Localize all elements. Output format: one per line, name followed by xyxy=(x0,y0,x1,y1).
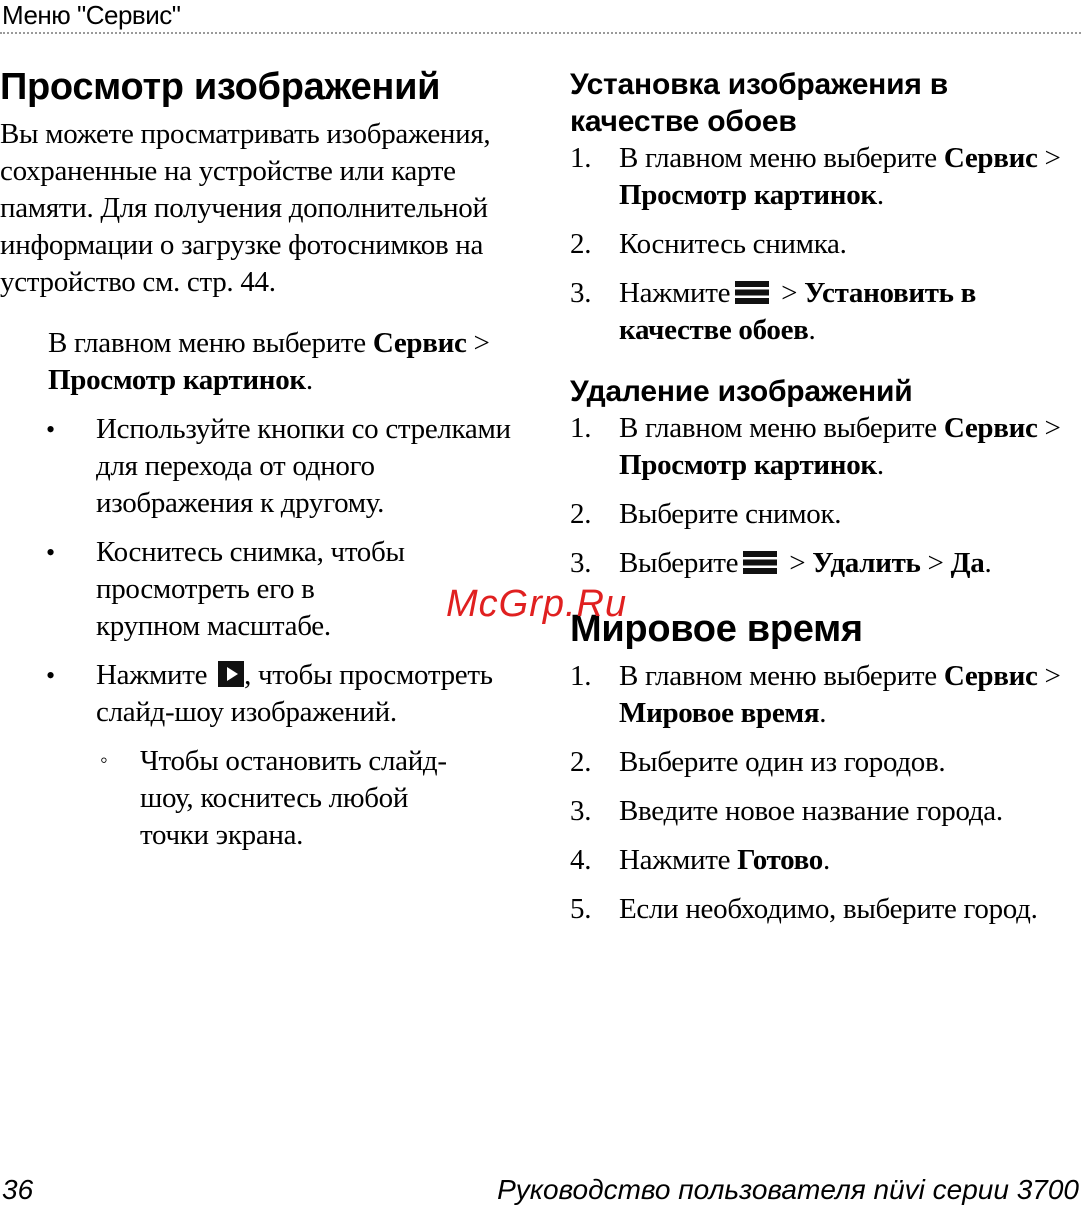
section-wallpaper xyxy=(570,66,1075,349)
heading-view-images: Просмотр изображений xyxy=(0,66,441,108)
list-item: 4. Нажмите Готово. xyxy=(570,844,830,876)
page-footer xyxy=(0,1172,1081,1208)
section-world-time xyxy=(570,604,1075,928)
sub-list xyxy=(96,743,520,854)
heading-delete-images: Удаление изображений xyxy=(570,375,913,408)
menu-icon xyxy=(734,279,770,306)
left-column xyxy=(0,62,520,866)
page-header xyxy=(0,0,1081,34)
steps-wallpaper xyxy=(570,140,1075,349)
instruction-paragraph: В главном меню выберите Сервис > Просмотр картинок. xyxy=(48,327,490,396)
intro-paragraph: Вы можете просматривать изображения, сохраненные на устройстве или карте памяти. Для получения дополнительной информации о загрузке фотоснимков на устройство см. стр. 44. xyxy=(0,118,491,298)
manual-title: Руководство пользователя nüvi серии 3700 xyxy=(497,1174,1079,1205)
list-item: 1. В главном меню выберите Сервис > Мировое время. xyxy=(570,660,1061,729)
list-item: ◦ Чтобы остановить слайд-шоу, коснитесь любой точки экрана. xyxy=(100,745,447,851)
list-item: 3. Выберите > Удалить > Да. xyxy=(570,547,992,579)
list-item: 2. Выберите один из городов. xyxy=(570,746,946,778)
menu-path-service: Сервис xyxy=(372,327,467,359)
header-divider xyxy=(0,32,1081,34)
section-delete xyxy=(570,373,1075,582)
heading-world-time: Мировое время xyxy=(570,608,863,650)
steps-world-time xyxy=(570,658,1075,928)
menu-icon xyxy=(742,549,778,576)
list-item: 2. Коснитесь снимка. xyxy=(570,228,847,260)
right-column xyxy=(570,66,1075,940)
section-title: Меню "Сервис" xyxy=(2,0,181,30)
heading-set-wallpaper: Установка изображения в качестве обоев xyxy=(570,68,949,138)
list-item: 3. Введите новое название города. xyxy=(570,795,1003,827)
list-item: 2. Выберите снимок. xyxy=(570,498,842,530)
steps-delete xyxy=(570,410,1075,582)
list-item: 1. В главном меню выберите Сервис > Просмотр картинок. xyxy=(570,412,1061,481)
list-item: • Используйте кнопки со стрелками для перехода от одного изображения к другому. xyxy=(46,413,511,519)
play-icon xyxy=(218,661,244,687)
list-item: • Коснитесь снимка, чтобы просмотреть его в крупном масштабе. xyxy=(46,536,405,642)
watermark: McGrp.Ru xyxy=(446,583,628,625)
page-number: 36 xyxy=(2,1174,34,1205)
list-item: 5. Если необходимо, выберите город. xyxy=(570,893,1038,925)
list-item: 1. В главном меню выберите Сервис > Просмотр картинок. xyxy=(570,142,1061,211)
menu-path-view-pictures: Просмотр картинок xyxy=(48,364,306,396)
bullet-list xyxy=(0,411,520,854)
list-item: 3. Нажмите > Установить в качестве обоев. xyxy=(570,277,977,346)
list-item: • Нажмите , чтобы просмотреть слайд-шоу изображений. ◦ Чтобы остановить слайд-шоу, коснитесь любой точки экрана. xyxy=(0,657,520,854)
